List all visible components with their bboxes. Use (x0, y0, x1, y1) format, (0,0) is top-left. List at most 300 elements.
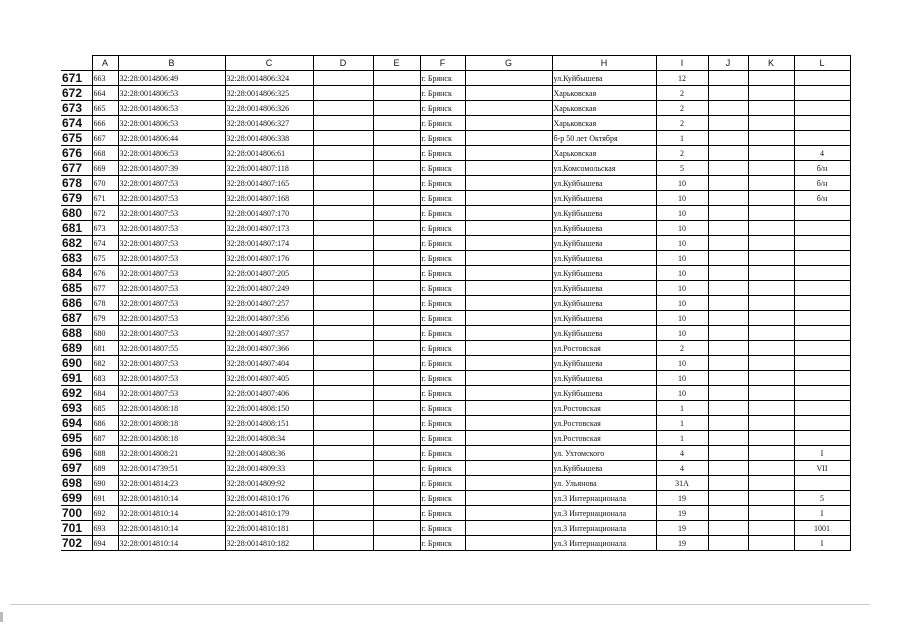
cell-l[interactable]: I (794, 506, 850, 521)
cell-k[interactable] (748, 206, 794, 221)
cell-e[interactable] (373, 221, 420, 236)
cell-g[interactable] (465, 341, 552, 356)
row-number[interactable]: 681 (61, 221, 92, 236)
cell-b[interactable]: 32:28:0014810:14 (118, 506, 225, 521)
cell-i[interactable]: 4 (656, 446, 708, 461)
cell-j[interactable] (708, 416, 748, 431)
cell-d[interactable] (313, 401, 373, 416)
cell-a[interactable]: 678 (92, 296, 118, 311)
cell-f[interactable]: г. Брянск (420, 206, 465, 221)
cell-k[interactable] (748, 221, 794, 236)
cell-d[interactable] (313, 296, 373, 311)
row-number[interactable]: 687 (61, 311, 92, 326)
cell-a[interactable]: 669 (92, 161, 118, 176)
cell-b[interactable]: 32:28:0014807:55 (118, 341, 225, 356)
row-number[interactable]: 689 (61, 341, 92, 356)
cell-a[interactable]: 692 (92, 506, 118, 521)
cell-h[interactable]: ул.Куйбышева (552, 221, 656, 236)
cell-b[interactable]: 32:28:0014807:53 (118, 311, 225, 326)
cell-a[interactable]: 684 (92, 386, 118, 401)
cell-l[interactable] (794, 341, 850, 356)
cell-l[interactable] (794, 296, 850, 311)
cell-i[interactable]: 1 (656, 401, 708, 416)
cell-i[interactable]: 10 (656, 386, 708, 401)
cell-a[interactable]: 687 (92, 431, 118, 446)
cell-h[interactable]: ул.Куйбышева (552, 251, 656, 266)
cell-d[interactable] (313, 146, 373, 161)
row-number[interactable]: 699 (61, 491, 92, 506)
row-number[interactable]: 695 (61, 431, 92, 446)
cell-c[interactable]: 32:28:0014807:257 (225, 296, 313, 311)
cell-d[interactable] (313, 206, 373, 221)
row-number[interactable]: 685 (61, 281, 92, 296)
cell-j[interactable] (708, 431, 748, 446)
column-header-j[interactable]: J (708, 56, 748, 71)
cell-e[interactable] (373, 416, 420, 431)
row-number[interactable]: 694 (61, 416, 92, 431)
cell-f[interactable]: г. Брянск (420, 161, 465, 176)
cell-e[interactable] (373, 461, 420, 476)
cell-g[interactable] (465, 86, 552, 101)
row-number[interactable]: 682 (61, 236, 92, 251)
cell-b[interactable]: 32:28:0014807:53 (118, 176, 225, 191)
cell-j[interactable] (708, 206, 748, 221)
cell-h[interactable]: ул.Куйбышева (552, 356, 656, 371)
cell-e[interactable] (373, 191, 420, 206)
cell-a[interactable]: 688 (92, 446, 118, 461)
cell-i[interactable]: 10 (656, 281, 708, 296)
cell-d[interactable] (313, 131, 373, 146)
cell-c[interactable]: 32:28:0014807:168 (225, 191, 313, 206)
cell-f[interactable]: г. Брянск (420, 521, 465, 536)
cell-i[interactable]: 2 (656, 341, 708, 356)
cell-f[interactable]: г. Брянск (420, 86, 465, 101)
cell-f[interactable]: г. Брянск (420, 101, 465, 116)
cell-c[interactable]: 32:28:0014806:325 (225, 86, 313, 101)
row-number[interactable]: 688 (61, 326, 92, 341)
cell-e[interactable] (373, 131, 420, 146)
row-number[interactable]: 672 (61, 86, 92, 101)
cell-j[interactable] (708, 131, 748, 146)
cell-c[interactable]: 32:28:0014809:92 (225, 476, 313, 491)
cell-d[interactable] (313, 221, 373, 236)
row-number[interactable]: 678 (61, 176, 92, 191)
cell-k[interactable] (748, 461, 794, 476)
cell-f[interactable]: г. Брянск (420, 461, 465, 476)
cell-c[interactable]: 32:28:0014807:357 (225, 326, 313, 341)
cell-e[interactable] (373, 476, 420, 491)
cell-d[interactable] (313, 266, 373, 281)
cell-e[interactable] (373, 536, 420, 551)
cell-a[interactable]: 673 (92, 221, 118, 236)
cell-c[interactable]: 32:28:0014809:33 (225, 461, 313, 476)
cell-c[interactable]: 32:28:0014807:249 (225, 281, 313, 296)
row-number[interactable]: 696 (61, 446, 92, 461)
cell-h[interactable]: ул.Куйбышева (552, 311, 656, 326)
cell-g[interactable] (465, 191, 552, 206)
cell-b[interactable]: 32:28:0014807:53 (118, 281, 225, 296)
cell-g[interactable] (465, 161, 552, 176)
cell-a[interactable]: 690 (92, 476, 118, 491)
cell-j[interactable] (708, 461, 748, 476)
cell-c[interactable]: 32:28:0014806:61 (225, 146, 313, 161)
cell-i[interactable]: 10 (656, 191, 708, 206)
cell-j[interactable] (708, 521, 748, 536)
cell-g[interactable] (465, 536, 552, 551)
row-number[interactable]: 691 (61, 371, 92, 386)
cell-k[interactable] (748, 131, 794, 146)
cell-c[interactable]: 32:28:0014808:34 (225, 431, 313, 446)
cell-d[interactable] (313, 86, 373, 101)
cell-g[interactable] (465, 416, 552, 431)
cell-j[interactable] (708, 446, 748, 461)
cell-g[interactable] (465, 446, 552, 461)
cell-k[interactable] (748, 266, 794, 281)
cell-a[interactable]: 666 (92, 116, 118, 131)
cell-f[interactable]: г. Брянск (420, 176, 465, 191)
row-number[interactable]: 679 (61, 191, 92, 206)
row-number[interactable]: 686 (61, 296, 92, 311)
cell-d[interactable] (313, 536, 373, 551)
cell-g[interactable] (465, 311, 552, 326)
cell-g[interactable] (465, 476, 552, 491)
cell-j[interactable] (708, 266, 748, 281)
row-number[interactable]: 700 (61, 506, 92, 521)
cell-j[interactable] (708, 296, 748, 311)
cell-j[interactable] (708, 251, 748, 266)
cell-l[interactable] (794, 371, 850, 386)
row-number[interactable]: 677 (61, 161, 92, 176)
cell-h[interactable]: ул.Комсомольская (552, 161, 656, 176)
cell-b[interactable]: 32:28:0014808:18 (118, 401, 225, 416)
cell-l[interactable]: б/н (794, 161, 850, 176)
cell-i[interactable]: 10 (656, 356, 708, 371)
cell-g[interactable] (465, 521, 552, 536)
cell-d[interactable] (313, 491, 373, 506)
cell-j[interactable] (708, 86, 748, 101)
cell-l[interactable] (794, 356, 850, 371)
cell-e[interactable] (373, 236, 420, 251)
cell-i[interactable]: 1 (656, 431, 708, 446)
cell-h[interactable]: ул.Куйбышева (552, 176, 656, 191)
cell-k[interactable] (748, 296, 794, 311)
cell-e[interactable] (373, 296, 420, 311)
cell-j[interactable] (708, 161, 748, 176)
row-number[interactable]: 702 (61, 536, 92, 551)
cell-l[interactable] (794, 251, 850, 266)
cell-i[interactable]: 2 (656, 146, 708, 161)
cell-j[interactable] (708, 236, 748, 251)
cell-h[interactable]: ул.Куйбышева (552, 386, 656, 401)
row-number[interactable]: 676 (61, 146, 92, 161)
cell-b[interactable]: 32:28:0014807:53 (118, 236, 225, 251)
cell-b[interactable]: 32:28:0014810:14 (118, 491, 225, 506)
cell-c[interactable]: 32:28:0014807:356 (225, 311, 313, 326)
cell-c[interactable]: 32:28:0014807:174 (225, 236, 313, 251)
cell-k[interactable] (748, 161, 794, 176)
cell-a[interactable]: 694 (92, 536, 118, 551)
cell-g[interactable] (465, 281, 552, 296)
cell-c[interactable]: 32:28:0014806:327 (225, 116, 313, 131)
cell-e[interactable] (373, 446, 420, 461)
cell-g[interactable] (465, 401, 552, 416)
cell-e[interactable] (373, 371, 420, 386)
cell-i[interactable]: 4 (656, 461, 708, 476)
cell-l[interactable] (794, 131, 850, 146)
cell-c[interactable]: 32:28:0014810:181 (225, 521, 313, 536)
cell-l[interactable]: VII (794, 461, 850, 476)
cell-j[interactable] (708, 311, 748, 326)
cell-e[interactable] (373, 266, 420, 281)
cell-d[interactable] (313, 521, 373, 536)
cell-f[interactable]: г. Брянск (420, 236, 465, 251)
cell-d[interactable] (313, 461, 373, 476)
cell-b[interactable]: 32:28:0014807:53 (118, 296, 225, 311)
cell-h[interactable]: ул.3 Интернационала (552, 536, 656, 551)
cell-c[interactable]: 32:28:0014807:173 (225, 221, 313, 236)
cell-c[interactable]: 32:28:0014807:406 (225, 386, 313, 401)
row-number[interactable]: 692 (61, 386, 92, 401)
cell-a[interactable]: 668 (92, 146, 118, 161)
cell-f[interactable]: г. Брянск (420, 71, 465, 86)
cell-g[interactable] (465, 431, 552, 446)
cell-e[interactable] (373, 386, 420, 401)
cell-e[interactable] (373, 356, 420, 371)
cell-j[interactable] (708, 491, 748, 506)
cell-h[interactable]: ул.Ростовская (552, 341, 656, 356)
cell-a[interactable]: 686 (92, 416, 118, 431)
cell-a[interactable]: 674 (92, 236, 118, 251)
column-header-c[interactable]: C (225, 56, 313, 71)
row-number[interactable]: 690 (61, 356, 92, 371)
cell-a[interactable]: 693 (92, 521, 118, 536)
cell-a[interactable]: 682 (92, 356, 118, 371)
cell-b[interactable]: 32:28:0014806:53 (118, 146, 225, 161)
cell-l[interactable] (794, 431, 850, 446)
cell-f[interactable]: г. Брянск (420, 326, 465, 341)
cell-k[interactable] (748, 446, 794, 461)
cell-i[interactable]: 5 (656, 161, 708, 176)
row-number[interactable]: 673 (61, 101, 92, 116)
cell-l[interactable]: I (794, 446, 850, 461)
cell-k[interactable] (748, 191, 794, 206)
cell-e[interactable] (373, 341, 420, 356)
cell-g[interactable] (465, 236, 552, 251)
cell-f[interactable]: г. Брянск (420, 191, 465, 206)
cell-a[interactable]: 670 (92, 176, 118, 191)
cell-g[interactable] (465, 491, 552, 506)
cell-f[interactable]: г. Брянск (420, 146, 465, 161)
row-number[interactable]: 680 (61, 206, 92, 221)
cell-l[interactable] (794, 116, 850, 131)
cell-l[interactable] (794, 416, 850, 431)
cell-g[interactable] (465, 266, 552, 281)
cell-b[interactable]: 32:28:0014807:53 (118, 206, 225, 221)
column-header-b[interactable]: B (118, 56, 225, 71)
cell-k[interactable] (748, 101, 794, 116)
cell-a[interactable]: 675 (92, 251, 118, 266)
cell-b[interactable]: 32:28:0014806:53 (118, 101, 225, 116)
row-number[interactable]: 698 (61, 476, 92, 491)
cell-g[interactable] (465, 101, 552, 116)
cell-b[interactable]: 32:28:0014806:44 (118, 131, 225, 146)
cell-j[interactable] (708, 386, 748, 401)
cell-g[interactable] (465, 506, 552, 521)
cell-c[interactable]: 32:28:0014806:324 (225, 71, 313, 86)
cell-g[interactable] (465, 206, 552, 221)
column-header-g[interactable]: G (465, 56, 552, 71)
cell-b[interactable]: 32:28:0014808:18 (118, 416, 225, 431)
cell-f[interactable]: г. Брянск (420, 116, 465, 131)
cell-l[interactable] (794, 326, 850, 341)
cell-i[interactable]: 10 (656, 176, 708, 191)
cell-i[interactable]: 12 (656, 71, 708, 86)
row-number[interactable]: 683 (61, 251, 92, 266)
cell-k[interactable] (748, 521, 794, 536)
cell-j[interactable] (708, 341, 748, 356)
cell-h[interactable]: ул.Куйбышева (552, 461, 656, 476)
cell-l[interactable] (794, 86, 850, 101)
cell-a[interactable]: 691 (92, 491, 118, 506)
cell-j[interactable] (708, 191, 748, 206)
cell-e[interactable] (373, 101, 420, 116)
cell-k[interactable] (748, 401, 794, 416)
cell-l[interactable] (794, 311, 850, 326)
row-number[interactable]: 684 (61, 266, 92, 281)
cell-j[interactable] (708, 176, 748, 191)
cell-j[interactable] (708, 506, 748, 521)
cell-j[interactable] (708, 221, 748, 236)
cell-d[interactable] (313, 281, 373, 296)
cell-e[interactable] (373, 161, 420, 176)
cell-e[interactable] (373, 521, 420, 536)
cell-f[interactable]: г. Брянск (420, 221, 465, 236)
cell-l[interactable] (794, 221, 850, 236)
cell-h[interactable]: ул.Куйбышева (552, 296, 656, 311)
cell-h[interactable]: ул.Куйбышева (552, 371, 656, 386)
cell-e[interactable] (373, 491, 420, 506)
cell-d[interactable] (313, 431, 373, 446)
cell-i[interactable]: 10 (656, 266, 708, 281)
cell-i[interactable]: 10 (656, 311, 708, 326)
cell-g[interactable] (465, 176, 552, 191)
cell-g[interactable] (465, 251, 552, 266)
cell-c[interactable]: 32:28:0014807:404 (225, 356, 313, 371)
cell-i[interactable]: 19 (656, 521, 708, 536)
cell-a[interactable]: 672 (92, 206, 118, 221)
cell-b[interactable]: 32:28:0014807:53 (118, 266, 225, 281)
cell-e[interactable] (373, 116, 420, 131)
cell-g[interactable] (465, 131, 552, 146)
cell-f[interactable]: г. Брянск (420, 341, 465, 356)
cell-h[interactable]: ул. Ухтомского (552, 446, 656, 461)
cell-c[interactable]: 32:28:0014807:170 (225, 206, 313, 221)
cell-e[interactable] (373, 251, 420, 266)
column-header-h[interactable]: H (552, 56, 656, 71)
cell-a[interactable]: 685 (92, 401, 118, 416)
cell-f[interactable]: г. Брянск (420, 311, 465, 326)
cell-f[interactable]: г. Брянск (420, 476, 465, 491)
cell-k[interactable] (748, 176, 794, 191)
cell-b[interactable]: 32:28:0014814:23 (118, 476, 225, 491)
cell-a[interactable]: 681 (92, 341, 118, 356)
cell-k[interactable] (748, 281, 794, 296)
cell-e[interactable] (373, 431, 420, 446)
cell-j[interactable] (708, 116, 748, 131)
cell-e[interactable] (373, 281, 420, 296)
cell-b[interactable]: 32:28:0014810:14 (118, 536, 225, 551)
cell-c[interactable]: 32:28:0014806:326 (225, 101, 313, 116)
cell-i[interactable]: 19 (656, 506, 708, 521)
cell-k[interactable] (748, 251, 794, 266)
cell-d[interactable] (313, 446, 373, 461)
cell-a[interactable]: 676 (92, 266, 118, 281)
cell-f[interactable]: г. Брянск (420, 251, 465, 266)
cell-h[interactable]: Харьковская (552, 116, 656, 131)
cell-f[interactable]: г. Брянск (420, 386, 465, 401)
cell-l[interactable] (794, 281, 850, 296)
cell-c[interactable]: 32:28:0014807:165 (225, 176, 313, 191)
row-number[interactable]: 671 (61, 71, 92, 86)
cell-h[interactable]: ул.3 Интернационала (552, 521, 656, 536)
cell-h[interactable]: ул.Куйбышева (552, 206, 656, 221)
cell-e[interactable] (373, 206, 420, 221)
cell-f[interactable]: г. Брянск (420, 296, 465, 311)
cell-l[interactable]: 5 (794, 491, 850, 506)
cell-a[interactable]: 665 (92, 101, 118, 116)
cell-c[interactable]: 32:28:0014808:36 (225, 446, 313, 461)
cell-g[interactable] (465, 356, 552, 371)
cell-c[interactable]: 32:28:0014810:182 (225, 536, 313, 551)
cell-k[interactable] (748, 536, 794, 551)
cell-h[interactable]: ул.Куйбышева (552, 266, 656, 281)
cell-j[interactable] (708, 401, 748, 416)
cell-e[interactable] (373, 326, 420, 341)
cell-h[interactable]: Харьковская (552, 146, 656, 161)
cell-l[interactable] (794, 401, 850, 416)
cell-k[interactable] (748, 491, 794, 506)
cell-b[interactable]: 32:28:0014807:53 (118, 371, 225, 386)
cell-c[interactable]: 32:28:0014808:150 (225, 401, 313, 416)
cell-c[interactable]: 32:28:0014807:205 (225, 266, 313, 281)
column-header-f[interactable]: F (420, 56, 465, 71)
cell-h[interactable]: ул. Ульянова (552, 476, 656, 491)
cell-c[interactable]: 32:28:0014810:176 (225, 491, 313, 506)
cell-k[interactable] (748, 431, 794, 446)
cell-k[interactable] (748, 476, 794, 491)
cell-k[interactable] (748, 341, 794, 356)
cell-g[interactable] (465, 116, 552, 131)
cell-a[interactable]: 667 (92, 131, 118, 146)
cell-i[interactable]: 19 (656, 536, 708, 551)
cell-g[interactable] (465, 296, 552, 311)
cell-k[interactable] (748, 116, 794, 131)
cell-l[interactable] (794, 476, 850, 491)
cell-a[interactable]: 664 (92, 86, 118, 101)
cell-k[interactable] (748, 71, 794, 86)
cell-f[interactable]: г. Брянск (420, 401, 465, 416)
cell-b[interactable]: 32:28:0014807:39 (118, 161, 225, 176)
cell-h[interactable]: ул.Куйбышева (552, 281, 656, 296)
cell-i[interactable]: 10 (656, 206, 708, 221)
cell-d[interactable] (313, 311, 373, 326)
cell-d[interactable] (313, 416, 373, 431)
cell-a[interactable]: 683 (92, 371, 118, 386)
cell-b[interactable]: 32:28:0014807:53 (118, 326, 225, 341)
row-number[interactable]: 674 (61, 116, 92, 131)
cell-e[interactable] (373, 146, 420, 161)
cell-c[interactable]: 32:28:0014807:405 (225, 371, 313, 386)
